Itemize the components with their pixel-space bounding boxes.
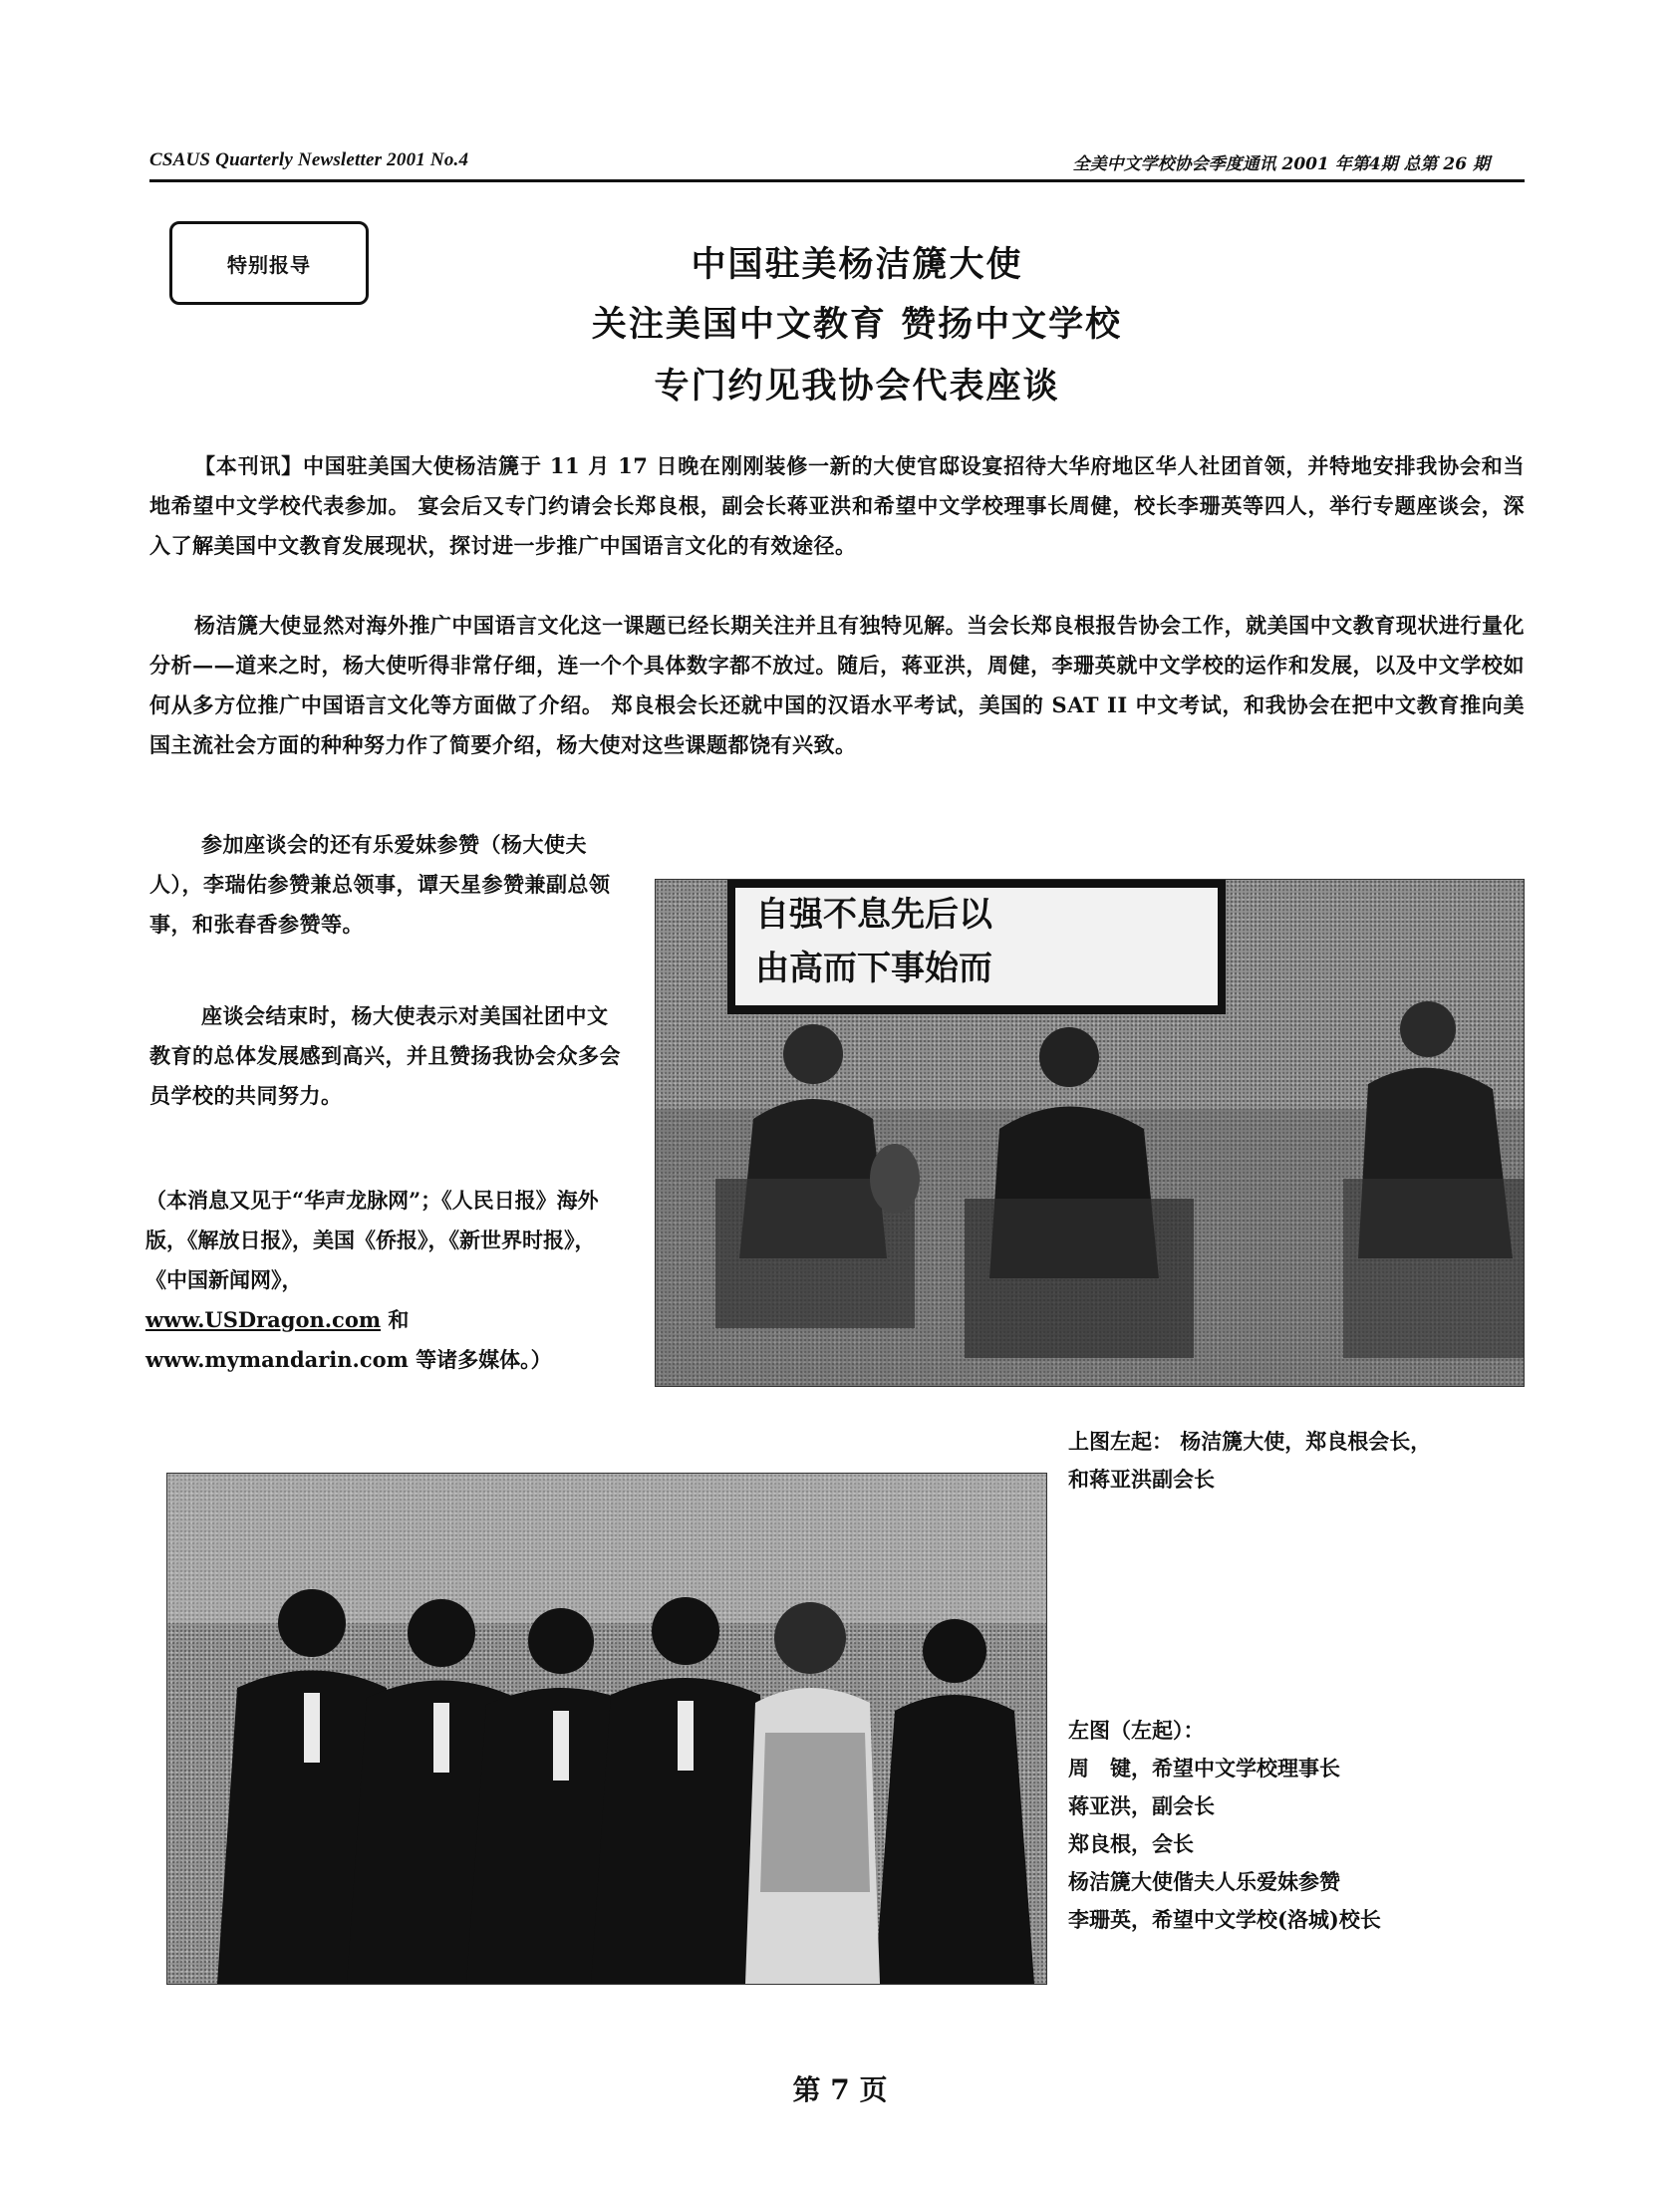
banner-line-1: 自强不息先后以 bbox=[755, 895, 992, 935]
body-paragraph-3: 参加座谈会的还有乐爱妹参赞（杨大使夫人），李瑞佑参赞兼总领事，谭天星参赞兼副总领事，和张春香参赞等。 bbox=[149, 832, 611, 937]
usdragon-link[interactable]: www.USDragon.com bbox=[145, 1307, 382, 1332]
title-line-1: 中国驻美杨洁篪大使 bbox=[691, 244, 1023, 285]
caption-left-item: 郑良根，会长 bbox=[1068, 1831, 1194, 1856]
caption-top-line-2: 和蒋亚洪副会长 bbox=[1068, 1467, 1215, 1492]
caption-left-item: 李珊英，希望中文学校(洛城)校长 bbox=[1068, 1907, 1381, 1932]
special-report-badge: 特别报导 bbox=[169, 221, 369, 305]
caption-left-item: 蒋亚洪，副会长 bbox=[1068, 1793, 1215, 1818]
photo-caption-left bbox=[1068, 1712, 1537, 1939]
title-line-3: 专门约见我协会代表座谈 bbox=[654, 366, 1060, 407]
header-left: CSAUS Quarterly Newsletter 2001 No.4 bbox=[149, 149, 469, 170]
header-rule bbox=[149, 179, 1525, 182]
caption-left-title: 左图（左起）： bbox=[1068, 1718, 1205, 1743]
body-paragraph-4: 座谈会结束时，杨大使表示对美国社团中文教育的总体发展感到高兴，并且赞扬我协会众多会员学校的共同努力。 bbox=[149, 1003, 621, 1108]
media-note-text-2: 和 www.mymandarin.com 等诸多媒体。） bbox=[145, 1307, 552, 1372]
body-paragraph-1: 【本刊讯】中国驻美国大使杨洁篪于 11 月 17 日晚在刚刚装修一新的大使官邸设宴招待大华府地区华人社团首领，并特地安排我协会和当地希望中文学校代表参加。 宴会后又专门约请会长郑良根，副会长蒋亚洪和希望中文学校理事长周健，校长李珊英等四人，举行专题座谈会，深入了解美国中文教育发展现状，探讨进一步推广中国语言文化的有效途径。 bbox=[149, 453, 1525, 558]
meeting-photo bbox=[655, 879, 1525, 1387]
banner-line-2: 由高而下事始而 bbox=[755, 949, 992, 988]
body-paragraph-2: 杨洁篪大使显然对海外推广中国语言文化这一课题已经长期关注并且有独特见解。当会长郑良根报告协会工作，就美国中文教育现状进行量化分析——道来之时，杨大使听得非常仔细，连一个个具体数字都不放过。随后，蒋亚洪，周健，李珊英就中文学校的运作和发展，以及中文学校如何从多方位推广中国语言文化等方面做了介绍。 郑良根会长还就中国的汉语水平考试，美国的 SAT II 中文考试，和我协会在把中文教育推向美国主流社会方面的种种努力作了简要介绍，杨大使对这些课题都饶有兴致。 bbox=[149, 613, 1525, 757]
group-photo-drawing bbox=[167, 1474, 1046, 1984]
page-number: 第 7 页 bbox=[792, 2073, 888, 2106]
meeting-photo-drawing bbox=[656, 880, 1524, 1386]
title-line-2: 关注美国中文教育 赞扬中文学校 bbox=[591, 304, 1123, 345]
media-note bbox=[145, 1181, 624, 1380]
caption-left-item: 周 键，希望中文学校理事长 bbox=[1068, 1756, 1340, 1781]
caption-left-item: 杨洁篪大使偕夫人乐爱妹参赞 bbox=[1068, 1869, 1340, 1894]
photo-caption-top bbox=[1068, 1423, 1537, 1499]
caption-top-line-1: 上图左起： 杨洁篪大使，郑良根会长， bbox=[1068, 1429, 1432, 1454]
header-right: 全美中文学校协会季度通讯 2001 年第4期 总第 26 期 bbox=[1072, 154, 1490, 174]
group-photo bbox=[166, 1473, 1047, 1985]
media-note-text-1: （本消息又见于“华声龙脉网”；《人民日报》海外版，《解放日报》，美国《侨报》，《新世界时报》，《中国新闻网》， bbox=[145, 1188, 599, 1292]
